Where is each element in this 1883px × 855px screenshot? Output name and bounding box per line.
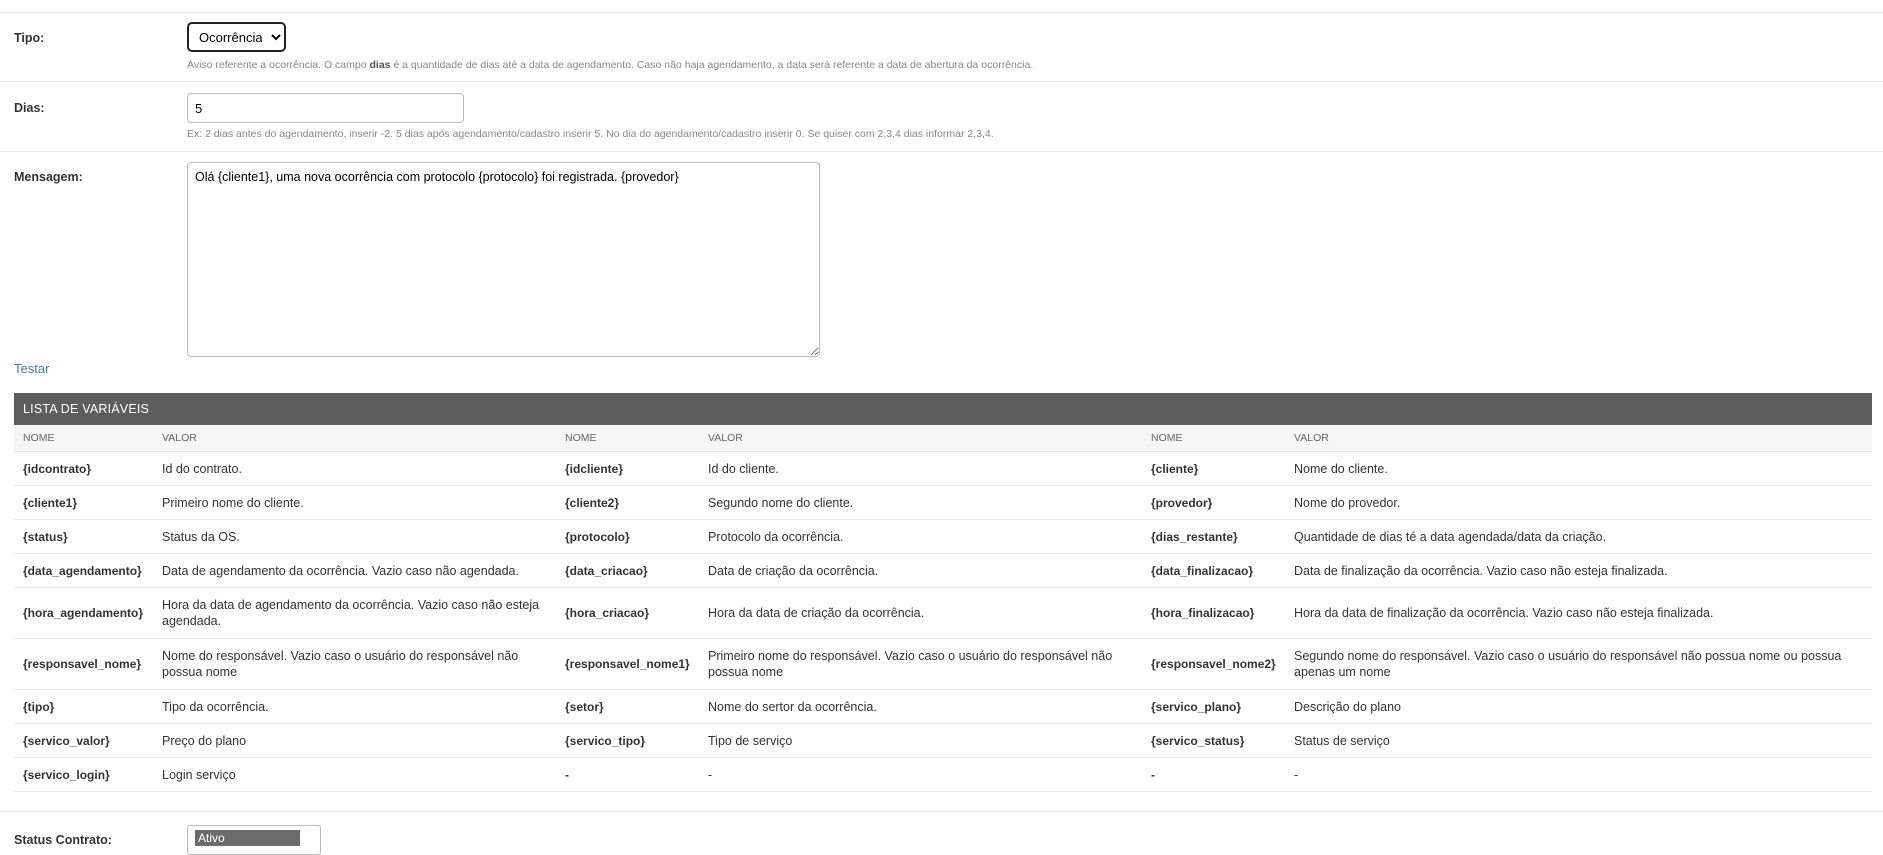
variable-name: {dias_restante} xyxy=(1142,520,1285,554)
table-row xyxy=(14,520,1872,554)
status-contrato-option[interactable]: Ativo xyxy=(195,830,300,846)
mensagem-textarea[interactable] xyxy=(187,162,820,357)
mensagem-label: Mensagem: xyxy=(14,170,83,184)
variable-name: {hora_criacao} xyxy=(556,588,699,639)
tipo-label: Tipo: xyxy=(14,31,45,45)
variable-value: Segundo nome do responsável. Vazio caso o usuário do responsável não possua nome ou possua apenas um nome xyxy=(1285,639,1872,690)
variable-name: {protocolo} xyxy=(556,520,699,554)
variable-name: {responsavel_nome2} xyxy=(1142,639,1285,690)
dias-help-text: Ex: 2 dias antes do agendamento, inserir -2. 5 dias após agendamento/cadastro inserir 5. No dia do agendamento/cadastro inserir 0. Se quiser com 2,3,4 dias informar 2,3,4. xyxy=(187,128,994,140)
variable-value: Hora da data de finalização da ocorrência. Vazio caso não esteja finalizada. xyxy=(1285,588,1872,639)
variable-value: Primeiro nome do responsável. Vazio caso o usuário do responsável não possua nome xyxy=(699,639,1142,690)
variable-value: Primeiro nome do cliente. xyxy=(153,486,556,520)
variables-header-row xyxy=(14,425,1872,452)
variable-value: Login serviço xyxy=(153,758,556,792)
dias-label: Dias: xyxy=(14,101,45,115)
variable-value: - xyxy=(1285,758,1872,792)
variable-name: {cliente} xyxy=(1142,452,1285,486)
variables-table xyxy=(14,425,1872,792)
variable-value: Preço do plano xyxy=(153,724,556,758)
variable-value: - xyxy=(699,758,1142,792)
variable-value: Hora da data de agendamento da ocorrência. Vazio caso não esteja agendada. xyxy=(153,588,556,639)
variable-value: Tipo da ocorrência. xyxy=(153,690,556,724)
col-header-valor: VALOR xyxy=(1285,425,1872,452)
variable-value: Protocolo da ocorrência. xyxy=(699,520,1142,554)
variable-name: {responsavel_nome1} xyxy=(556,639,699,690)
table-row xyxy=(14,588,1872,639)
variable-name: {provedor} xyxy=(1142,486,1285,520)
col-header-nome: NOME xyxy=(556,425,699,452)
col-header-valor: VALOR xyxy=(699,425,1142,452)
variable-value: Data de finalização da ocorrência. Vazio caso não esteja finalizada. xyxy=(1285,554,1872,588)
divider xyxy=(0,151,1883,152)
variable-value: Nome do cliente. xyxy=(1285,452,1872,486)
variable-value: Hora da data de criação da ocorrência. xyxy=(699,588,1142,639)
table-row xyxy=(14,639,1872,690)
variable-name: {cliente2} xyxy=(556,486,699,520)
table-row xyxy=(14,690,1872,724)
variables-panel xyxy=(14,393,1872,792)
variable-name: {responsavel_nome} xyxy=(14,639,153,690)
variable-name: {idcontrato} xyxy=(14,452,153,486)
variable-value: Nome do sertor da ocorrência. xyxy=(699,690,1142,724)
col-header-valor: VALOR xyxy=(153,425,556,452)
variable-name: {servico_status} xyxy=(1142,724,1285,758)
variable-value: Data de agendamento da ocorrência. Vazio caso não agendada. xyxy=(153,554,556,588)
variable-value: Nome do provedor. xyxy=(1285,486,1872,520)
variable-value: Id do contrato. xyxy=(153,452,556,486)
variable-name: - xyxy=(1142,758,1285,792)
dias-input[interactable] xyxy=(187,93,464,123)
status-contrato-label: Status Contrato: xyxy=(14,833,112,847)
variable-name: {servico_tipo} xyxy=(556,724,699,758)
variable-value: Status de serviço xyxy=(1285,724,1872,758)
variable-name: - xyxy=(556,758,699,792)
tipo-select[interactable] xyxy=(187,22,286,52)
variable-value: Data de criação da ocorrência. xyxy=(699,554,1142,588)
status-contrato-select[interactable] xyxy=(187,825,321,855)
tipo-help-text: Aviso referente a ocorrência. O campo dias é a quantidade de dias até a data de agendamento. Caso não haja agendamento, a data será referente a data de abertura da ocorrência. xyxy=(187,59,1034,71)
table-row xyxy=(14,486,1872,520)
variable-name: {data_criacao} xyxy=(556,554,699,588)
variable-value: Status da OS. xyxy=(153,520,556,554)
variable-value: Id do cliente. xyxy=(699,452,1142,486)
variable-name: {hora_agendamento} xyxy=(14,588,153,639)
divider xyxy=(0,811,1883,812)
table-row xyxy=(14,724,1872,758)
variable-value: Segundo nome do cliente. xyxy=(699,486,1142,520)
divider xyxy=(0,81,1883,82)
variable-name: {idcliente} xyxy=(556,452,699,486)
divider xyxy=(0,12,1883,13)
variable-value: Quantidade de dias té a data agendada/data da criação. xyxy=(1285,520,1872,554)
table-row xyxy=(14,758,1872,792)
variable-value: Descrição do plano xyxy=(1285,690,1872,724)
table-row xyxy=(14,452,1872,486)
col-header-nome: NOME xyxy=(14,425,153,452)
variable-name: {servico_valor} xyxy=(14,724,153,758)
variable-name: {servico_plano} xyxy=(1142,690,1285,724)
variable-name: {status} xyxy=(14,520,153,554)
variable-name: {hora_finalizacao} xyxy=(1142,588,1285,639)
variable-name: {data_agendamento} xyxy=(14,554,153,588)
variable-name: {tipo} xyxy=(14,690,153,724)
variable-name: {setor} xyxy=(556,690,699,724)
col-header-nome: NOME xyxy=(1142,425,1285,452)
testar-link[interactable]: Testar xyxy=(14,361,50,376)
variable-value: Tipo de serviço xyxy=(699,724,1142,758)
table-row xyxy=(14,554,1872,588)
variable-name: {servico_login} xyxy=(14,758,153,792)
variable-value: Nome do responsável. Vazio caso o usuário do responsável não possua nome xyxy=(153,639,556,690)
variables-title: LISTA DE VARIÁVEIS xyxy=(14,393,1872,425)
variable-name: {cliente1} xyxy=(14,486,153,520)
variable-name: {data_finalizacao} xyxy=(1142,554,1285,588)
